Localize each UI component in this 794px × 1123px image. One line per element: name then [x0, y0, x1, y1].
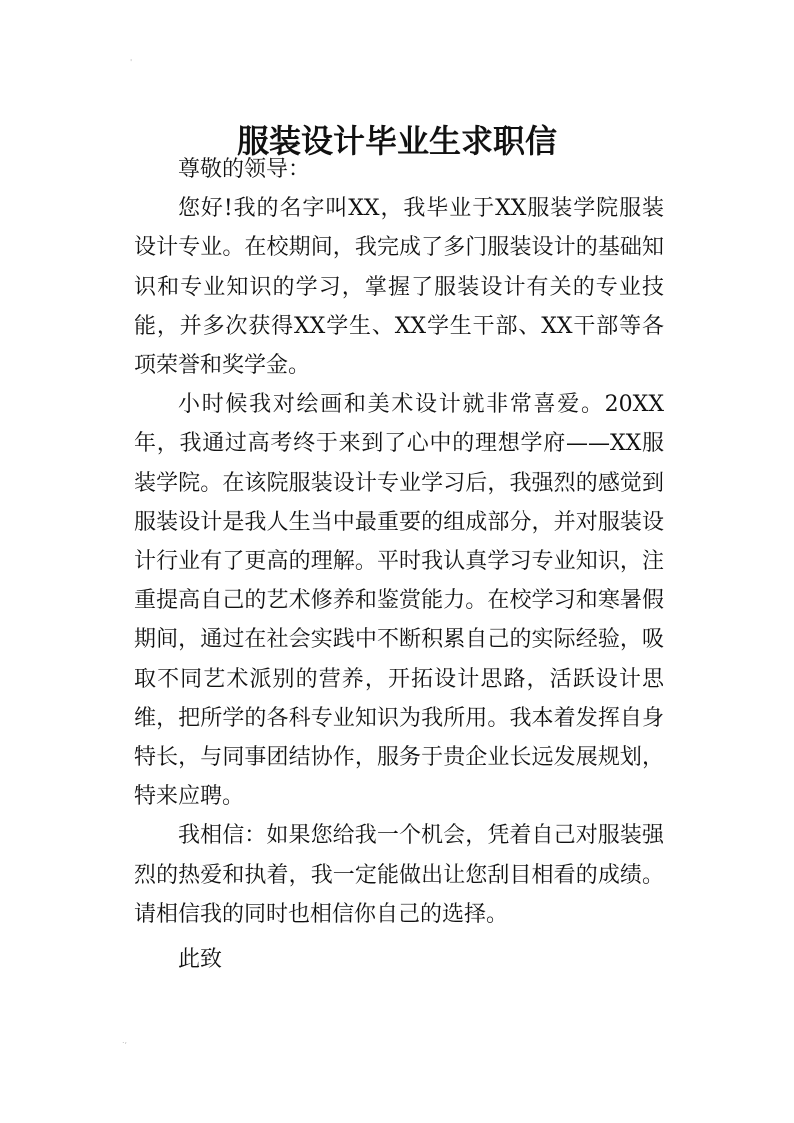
closing: 此致: [178, 947, 223, 973]
document-title: 服装设计毕业生求职信: [236, 122, 557, 161]
paragraph-experience: 小时候我对绘画和美术设计就非常喜爱。20XX年，我通过高考终于来到了心中的理想学府——XX服装学院。在该院服装设计专业学习后，我强烈的感觉到服装设计是我人生当中最重要的组成部分，并对服装设计行业有了更高的理解。平时我认真学习专业知识，注重提高自己的艺术修养和鉴赏能力。在校学习和寒暑假期间，通过在社会实践中不断积累自己的实际经验，吸取不同艺术派别的营养，开拓设计思路，活跃设计思维，把所学的各科专业知识为我所用。我本着发挥自身特长，与同事团结协作，服务于贵企业长远发展规划，特来应聘。: [134, 392, 664, 810]
page-corner-mark-icon: ': [130, 58, 133, 67]
paragraph-conclusion: 我相信：如果您给我一个机会，凭着自己对服装强烈的热爱和执着，我一定能做出让您刮目相看的成绩。请相信我的同时也相信你自己的选择。: [134, 823, 664, 927]
salutation: 尊敬的领导：: [178, 157, 311, 182]
document-body: [134, 150, 664, 979]
paragraph-intro: 您好!我的名字叫XX，我毕业于XX服装学院服装设计专业。在校期间，我完成了多门服装设计的基础知识和专业知识的学习，掌握了服装设计有关的专业技能，并多次获得XX学生、XX学生干部、XX干部等各项荣誉和奖学金。: [134, 196, 664, 379]
page-corner-mark-icon: .,: [122, 1036, 128, 1045]
